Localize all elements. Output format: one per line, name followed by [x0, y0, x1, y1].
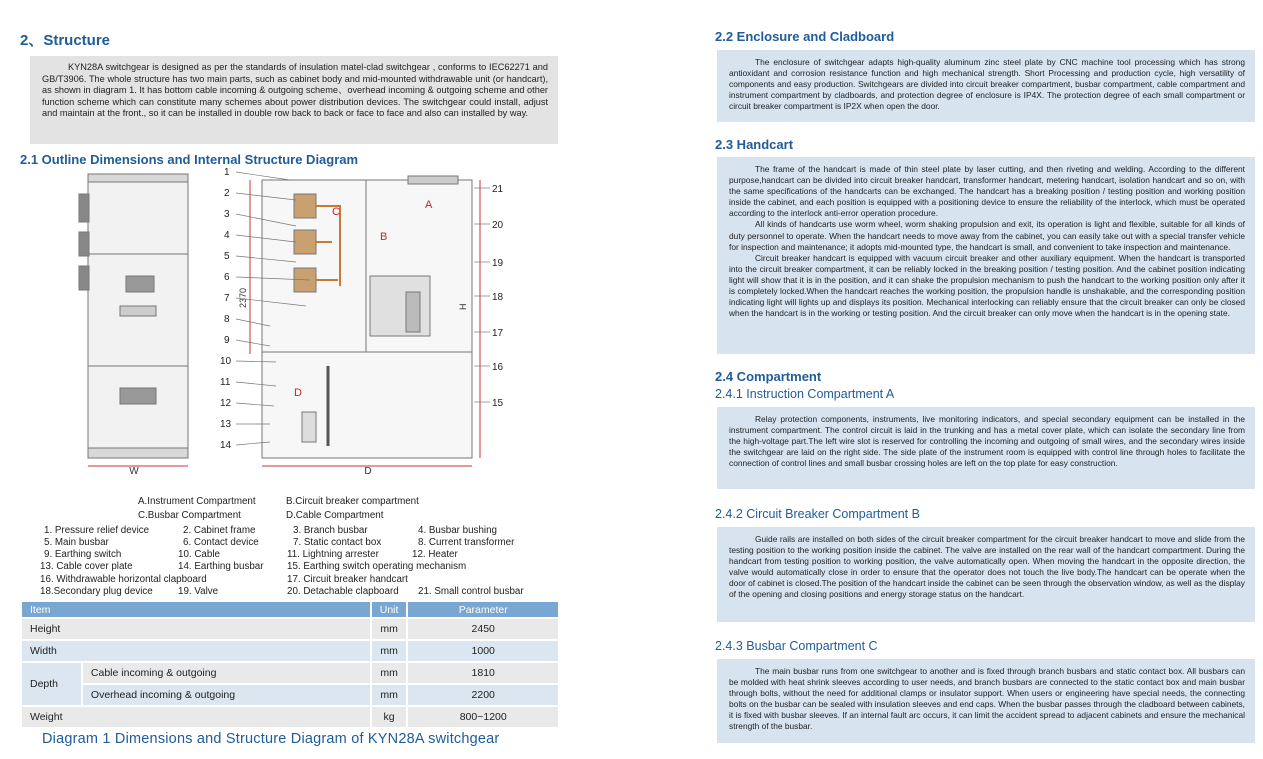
legend-compartment-d: D.Cable Compartment	[286, 510, 384, 521]
part-1: 1. Pressure relief device	[44, 525, 150, 536]
switchgear-diagram	[70, 166, 510, 496]
callout-15: 15	[492, 398, 504, 409]
callout-12: 12	[220, 398, 232, 409]
part-16: 16. Withdrawable horizontal clapboard	[40, 574, 207, 585]
part-9: 9. Earthing switch	[44, 549, 122, 560]
part-3: 3. Branch busbar	[293, 525, 368, 536]
callout-5: 5	[224, 251, 230, 262]
heading-busbar-compartment: 2.4.3 Busbar Compartment C	[715, 639, 878, 653]
row-depth-label: Depth	[22, 662, 82, 706]
row-height-label: Height	[22, 618, 371, 640]
table-header-row	[22, 602, 559, 618]
spec-table	[22, 602, 560, 729]
dim-d-label: D	[364, 466, 372, 477]
instruction-compartment-box	[717, 407, 1255, 489]
part-17: 17. Circuit breaker handcart	[287, 574, 408, 585]
heading-enclosure: 2.2 Enclosure and Cladboard	[715, 29, 895, 44]
callout-1: 1	[224, 167, 230, 178]
row-height-value: 2450	[407, 618, 559, 640]
part-13: 13. Cable cover plate	[40, 561, 133, 572]
handcart-paragraph-3: Circuit breaker handcart is equipped with vacuum circuit breaker and other auxiliary equipment. When the handcart is transported into the circuit breaker compartment, it can be reliably locked in the breaking position / testing position. And the cabinet position indicating light will show that it is in the position, and it can shake the propulsion mechanism to push the handcart to the working position only after it is completely locked.When the handcart reaches the working position, the propulsion handle is unshakable, and the corresponding position indicating light will lights up and displays its position. Mechanical interlocking can reliably ensure that the circuit breaker can only be closed when the handcart is in the working or testing position. And the circuit breaker can only move when the handcart is in the opening state.	[729, 252, 1245, 319]
enclosure-text: The enclosure of switchgear adapts high-quality aluminum zinc steel plate by CNC machine tool processing which has strong antioxidant and corrosion resistance function and high mechanical strength. Short Processing and production cycle, high versatility of components and easy production. Switchgears are divided into circuit breaker compartment, busbar compartment, cable compartment and instrument compartment by cladboards, and protection degree of enclosure is IP4X. The protection degree of each small compartment or circuit breaker compartment is IP2X when open the door.	[729, 57, 1245, 112]
header-unit: Unit	[371, 602, 408, 618]
dim-h-label: H	[458, 303, 468, 310]
part-14: 14. Earthing busbar	[178, 561, 264, 572]
callout-2: 2	[224, 188, 230, 199]
part-21: 21. Small control busbar	[418, 586, 524, 597]
row-depth-overhead-value: 2200	[407, 684, 559, 706]
legend-compartment-c: C.Busbar Compartment	[138, 510, 241, 521]
compartment-letter-d: D	[294, 387, 302, 399]
callout-21: 21	[492, 184, 504, 195]
heading-handcart: 2.3 Handcart	[715, 137, 794, 152]
callout-9: 9	[224, 335, 230, 346]
part-12: 12. Heater	[412, 549, 458, 560]
structure-intro-text: KYN28A switchgear is designed as per the standards of insulation matel-clad switchgear , conforms to IEC62271 and GB/T3906. The whole structure has two main parts, such as cabinet body and mid-mounted withdrawable unit (or handcart), as shown in diagram 1. It has bottom cable incoming & outgoing scheme、overhead incoming & outgoing scheme and other function scheme which can constitute many schemes about power distribution devices. The switchgear could install, adjust and maintain at the front., so it can be installed in double row back to back or face to face and also can installed by way.	[42, 62, 548, 119]
part-5: 5. Main busbar	[44, 537, 109, 548]
table-row	[22, 640, 559, 662]
dim-2370-label: 2370	[238, 287, 248, 308]
heading-compartment: 2.4 Compartment	[715, 369, 822, 384]
part-11: 11. Lightning arrester	[287, 549, 379, 560]
row-weight-label: Weight	[22, 706, 371, 728]
callout-10: 10	[220, 356, 232, 367]
row-depth-overhead-label: Overhead incoming & outgoing	[82, 684, 371, 706]
handcart-paragraph-1: The frame of the handcart is made of thin steel plate by laser cutting, and then riveting and welding. According to the different purpose,handcart can be divided into circuit breaker handcart, transformer handcart, metering handcart, isolation handcart and so on, with the same specifications of the handcarts can be exchanged. The handcart has a breaking position / testing position and working position inside the cabinet, and each position is equipped with a positioning device to ensure the reliability of the interlock, which must be operated according to the interlock anti-error operation procedure.	[729, 164, 1245, 219]
row-weight-value: 800~1200	[407, 706, 559, 728]
row-depth-cable-label: Cable incoming & outgoing	[82, 662, 371, 684]
right-callouts	[492, 184, 504, 409]
instruction-compartment-text: Relay protection components, instruments, live monitoring indicators, and special secondary equipment can be installed in the instrument compartment. The control circuit is laid in the trunking and has a metal cover plate, which can isolate the secondary line from the high-voltage part.The left wire slot is reserved for controlling the incoming and outgoing of small wires, and the secondary wires inside the switchgear are laid on the right side. The side plate of the instrument room is equipped with control line through holes to facilitate the connection of control lines and small busbar crossing holes are left on the top plate for easy construction.	[729, 414, 1245, 469]
table-row	[22, 662, 559, 684]
row-depth-cable-value: 1810	[407, 662, 559, 684]
callout-20: 20	[492, 220, 504, 231]
callout-19: 19	[492, 258, 504, 269]
side-view	[250, 176, 480, 466]
header-parameter: Parameter	[407, 602, 559, 618]
section-heading-structure: 2、Structure	[20, 32, 111, 49]
callout-11: 11	[220, 377, 231, 388]
diagram-caption: Diagram 1 Dimensions and Structure Diagram of KYN28A switchgear	[42, 731, 500, 747]
part-8: 8. Current transformer	[418, 537, 515, 548]
handcart-paragraph-2: All kinds of handcarts use worm wheel, worm shaking propulsion and exit, its operation is light and flexible, suitable for all kinds of duty personnel to operate. When the handcart needs to move away from the cabinet, you can easily take out with a special transfer vehicle for inspection and maintenance; it adopts mid-mounted type, the handcart is small, and convenient to take inspection and maintenance.	[729, 219, 1245, 252]
legend-compartment-b: B.Circuit breaker compartment	[286, 496, 419, 507]
row-height-unit: mm	[371, 618, 408, 640]
part-2: 2. Cabinet frame	[183, 525, 256, 536]
callout-13: 13	[220, 419, 232, 430]
part-7: 7. Static contact box	[293, 537, 382, 548]
part-6: 6. Contact device	[183, 537, 259, 548]
callout-8: 8	[224, 314, 230, 325]
callout-14: 14	[220, 440, 232, 451]
callout-17: 17	[492, 328, 504, 339]
legend-compartment-a: A.Instrument Compartment	[138, 496, 256, 507]
callout-7: 7	[224, 293, 230, 304]
dim-w-label: W	[129, 466, 139, 477]
row-depth-overhead-unit: mm	[371, 684, 408, 706]
part-4: 4. Busbar bushing	[418, 525, 497, 536]
enclosure-text-box	[717, 50, 1255, 122]
header-item: Item	[22, 602, 371, 618]
table-row	[22, 618, 559, 640]
compartment-letter-b: B	[380, 231, 388, 243]
callout-16: 16	[492, 362, 504, 373]
callout-4: 4	[224, 230, 230, 241]
row-width-value: 1000	[407, 640, 559, 662]
left-callouts	[220, 167, 232, 451]
table-row	[22, 706, 559, 728]
front-view	[79, 174, 188, 466]
structure-intro-box	[30, 56, 558, 144]
part-15: 15. Earthing switch operating mechanism	[287, 561, 467, 572]
subheading-outline: 2.1 Outline Dimensions and Internal Structure Diagram	[20, 152, 359, 167]
compartment-letter-c: C	[332, 206, 340, 218]
part-20: 20. Detachable clapboard	[287, 586, 399, 597]
compartment-letter-a: A	[425, 199, 433, 211]
breaker-compartment-text: Guide rails are installed on both sides of the circuit breaker compartment for the circuit breaker handcart to move and slide from the testing position to the working position inside the cabinet. The valve are installed on the rear wall of the handcart compartment. During the handcart from testing position to working position, the valve automatically open. When moving the handcart in the opposite direction, the valve would automatically close in order to ensure that the operator does not touch the live body.The handcart can be operate when the door of cabinet is closed.The position of the handcart inside the cabinet can be seen through the observation window, as well as the display of the opening and closing positions and energy storage status on the handcart.	[729, 534, 1245, 600]
heading-instruction-compartment: 2.4.1 Instruction Compartment A	[715, 387, 895, 401]
part-18: 18.Secondary plug device	[40, 586, 153, 597]
callout-18: 18	[492, 292, 504, 303]
part-10: 10. Cable	[178, 549, 220, 560]
part-19: 19. Valve	[178, 586, 219, 597]
busbar-compartment-text: The main busbar runs from one switchgear to another and is fixed through branch busbars and static contact box. All busbars can be molded with heat shrink sleeves according to user needs, and branch busbars are connected to the static contact box and main busbar through bolts, without the need for additional clamps or insulator support. When users or engineering have special needs, the connecting bolts on the busbar can be sealed with insulation sleeves and end caps. When the busbar passes through the cladboard between cabinets, it is fixed with busbar sleeves. If an internal fault arc occurs, it can limit the accident spread to adjacent cabinets and ensure the mechanical strength of the busbar.	[729, 666, 1245, 732]
callout-3: 3	[224, 209, 230, 220]
busbar-compartment-box	[717, 659, 1255, 743]
row-width-label: Width	[22, 640, 371, 662]
table-row	[22, 684, 559, 706]
handcart-text-box	[717, 157, 1255, 354]
heading-breaker-compartment: 2.4.2 Circuit Breaker Compartment B	[715, 507, 920, 521]
row-depth-cable-unit: mm	[371, 662, 408, 684]
row-weight-unit: kg	[371, 706, 408, 728]
row-width-unit: mm	[371, 640, 408, 662]
breaker-compartment-box	[717, 527, 1255, 622]
callout-6: 6	[224, 272, 230, 283]
